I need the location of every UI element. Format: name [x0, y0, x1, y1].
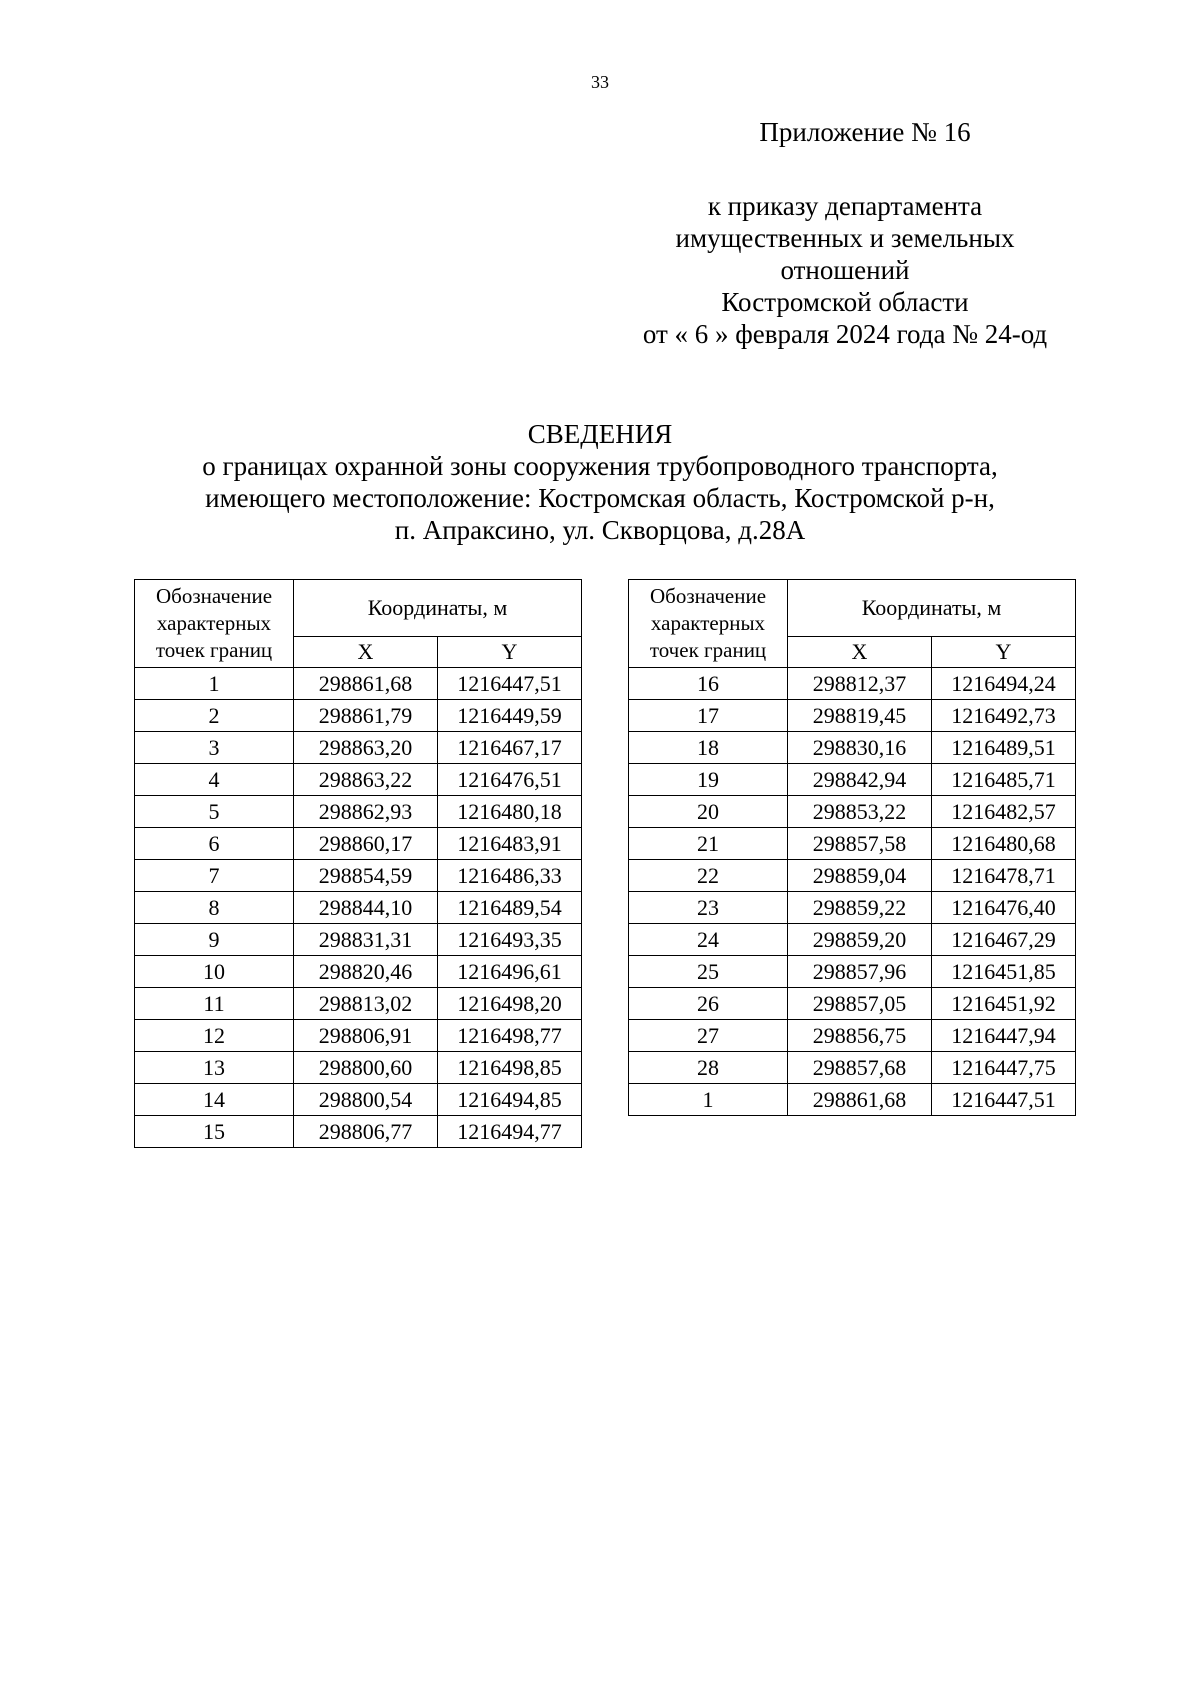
point-cell: 10: [135, 956, 294, 988]
y-cell: 1216467,17: [438, 732, 582, 764]
table-row: [629, 1020, 1076, 1052]
y-cell: 1216482,57: [932, 796, 1076, 828]
x-cell: 298861,79: [294, 700, 438, 732]
appendix-title: Приложение № 16: [759, 117, 971, 147]
point-header-line-3: точек границ: [155, 638, 273, 662]
point-cell: 25: [629, 956, 788, 988]
y-cell: 1216447,51: [438, 668, 582, 700]
table-row: [629, 796, 1076, 828]
x-cell: 298859,22: [788, 892, 932, 924]
point-header-line-3: точек границ: [649, 638, 767, 662]
y-cell: 1216486,33: [438, 860, 582, 892]
y-cell: 1216476,51: [438, 764, 582, 796]
left-table-body: [135, 668, 582, 1148]
y-cell: 1216467,29: [932, 924, 1076, 956]
y-cell: 1216493,35: [438, 924, 582, 956]
x-cell: 298857,96: [788, 956, 932, 988]
point-cell: 22: [629, 860, 788, 892]
point-cell: 24: [629, 924, 788, 956]
x-cell: 298859,04: [788, 860, 932, 892]
table-row: [135, 700, 582, 732]
y-cell: 1216494,24: [932, 668, 1076, 700]
x-cell: 298806,91: [294, 1020, 438, 1052]
y-cell: 1216494,77: [438, 1116, 582, 1148]
point-cell: 11: [135, 988, 294, 1020]
point-cell: 12: [135, 1020, 294, 1052]
document-heading: [0, 418, 1200, 546]
x-cell: 298820,46: [294, 956, 438, 988]
x-cell: 298800,54: [294, 1084, 438, 1116]
table-row: [135, 1020, 582, 1052]
table-row: [629, 764, 1076, 796]
y-column-header: Y: [932, 637, 1076, 668]
y-cell: 1216449,59: [438, 700, 582, 732]
x-column-header: X: [294, 637, 438, 668]
y-cell: 1216447,94: [932, 1020, 1076, 1052]
y-cell: 1216496,61: [438, 956, 582, 988]
point-cell: 16: [629, 668, 788, 700]
order-line-4: Костромской области: [721, 287, 969, 317]
table-row: [629, 668, 1076, 700]
y-cell: 1216498,77: [438, 1020, 582, 1052]
x-cell: 298857,58: [788, 828, 932, 860]
point-cell: 17: [629, 700, 788, 732]
y-cell: 1216483,91: [438, 828, 582, 860]
y-cell: 1216480,18: [438, 796, 582, 828]
table-row: [135, 1116, 582, 1148]
x-cell: 298844,10: [294, 892, 438, 924]
heading-line-3: п. Апраксино, ул. Скворцова, д.28А: [394, 515, 806, 545]
y-cell: 1216498,20: [438, 988, 582, 1020]
point-cell: 19: [629, 764, 788, 796]
y-cell: 1216476,40: [932, 892, 1076, 924]
right-table-body: [629, 668, 1076, 1116]
table-row: [135, 668, 582, 700]
point-cell: 26: [629, 988, 788, 1020]
point-cell: 4: [135, 764, 294, 796]
x-cell: 298842,94: [788, 764, 932, 796]
table-row: [135, 860, 582, 892]
x-cell: 298863,20: [294, 732, 438, 764]
table-row: [629, 860, 1076, 892]
point-header-line-2: характерных: [650, 611, 766, 635]
x-cell: 298830,16: [788, 732, 932, 764]
point-cell: 3: [135, 732, 294, 764]
x-cell: 298862,93: [294, 796, 438, 828]
table-row: [135, 956, 582, 988]
point-cell: 7: [135, 860, 294, 892]
order-reference: [580, 190, 1110, 350]
y-cell: 1216492,73: [932, 700, 1076, 732]
x-cell: 298831,31: [294, 924, 438, 956]
table-row: [135, 764, 582, 796]
table-row: [629, 732, 1076, 764]
heading-line-2: имеющего местоположение: Костромская область, Костромской р-н,: [205, 483, 995, 513]
y-cell: 1216489,51: [932, 732, 1076, 764]
point-column-header: [135, 580, 294, 668]
table-row: [629, 828, 1076, 860]
x-cell: 298863,22: [294, 764, 438, 796]
point-header-line-2: характерных: [156, 611, 272, 635]
point-cell: 8: [135, 892, 294, 924]
order-line-2: имущественных и земельных: [675, 223, 1015, 253]
y-cell: 1216498,85: [438, 1052, 582, 1084]
coords-column-header: Координаты, м: [294, 580, 582, 637]
y-cell: 1216447,75: [932, 1052, 1076, 1084]
coords-column-header: Координаты, м: [788, 580, 1076, 637]
table-row: [629, 924, 1076, 956]
x-cell: 298853,22: [788, 796, 932, 828]
table-row: [135, 1084, 582, 1116]
table-row: [135, 892, 582, 924]
point-cell: 27: [629, 1020, 788, 1052]
table-row: [629, 700, 1076, 732]
x-cell: 298857,05: [788, 988, 932, 1020]
x-cell: 298800,60: [294, 1052, 438, 1084]
point-cell: 5: [135, 796, 294, 828]
x-cell: 298806,77: [294, 1116, 438, 1148]
y-cell: 1216478,71: [932, 860, 1076, 892]
heading-title: СВЕДЕНИЯ: [527, 419, 673, 449]
y-cell: 1216451,92: [932, 988, 1076, 1020]
y-cell: 1216489,54: [438, 892, 582, 924]
table-row: [135, 924, 582, 956]
point-cell: 20: [629, 796, 788, 828]
table-row: [135, 732, 582, 764]
y-column-header: Y: [438, 637, 582, 668]
point-cell: 28: [629, 1052, 788, 1084]
table-row: [629, 988, 1076, 1020]
y-cell: 1216451,85: [932, 956, 1076, 988]
x-cell: 298856,75: [788, 1020, 932, 1052]
table-row: [629, 892, 1076, 924]
point-cell: 1: [629, 1084, 788, 1116]
table-row: [629, 956, 1076, 988]
point-cell: 6: [135, 828, 294, 860]
order-line-1: к приказу департамента: [707, 191, 983, 221]
point-header-line-1: Обозначение: [649, 584, 767, 608]
x-cell: 298813,02: [294, 988, 438, 1020]
point-cell: 18: [629, 732, 788, 764]
point-cell: 9: [135, 924, 294, 956]
point-cell: 23: [629, 892, 788, 924]
x-cell: 298860,17: [294, 828, 438, 860]
point-header-line-1: Обозначение: [155, 584, 273, 608]
point-cell: 1: [135, 668, 294, 700]
y-cell: 1216447,51: [932, 1084, 1076, 1116]
x-cell: 298854,59: [294, 860, 438, 892]
point-cell: 21: [629, 828, 788, 860]
table-row: [135, 988, 582, 1020]
x-cell: 298861,68: [294, 668, 438, 700]
x-cell: 298857,68: [788, 1052, 932, 1084]
order-line-3: отношений: [780, 255, 910, 285]
y-cell: 1216485,71: [932, 764, 1076, 796]
point-cell: 2: [135, 700, 294, 732]
heading-line-1: о границах охранной зоны сооружения трубопроводного транспорта,: [202, 451, 998, 481]
table-row: [135, 796, 582, 828]
y-cell: 1216480,68: [932, 828, 1076, 860]
coordinates-table-right: [628, 579, 1076, 1116]
x-cell: 298819,45: [788, 700, 932, 732]
order-line-5: от « 6 » февраля 2024 года № 24-од: [642, 319, 1048, 349]
coordinates-table-left: [134, 579, 582, 1148]
page-number: 33: [591, 72, 609, 92]
x-cell: 298812,37: [788, 668, 932, 700]
table-row: [629, 1084, 1076, 1116]
point-cell: 14: [135, 1084, 294, 1116]
y-cell: 1216494,85: [438, 1084, 582, 1116]
x-cell: 298861,68: [788, 1084, 932, 1116]
point-cell: 13: [135, 1052, 294, 1084]
point-cell: 15: [135, 1116, 294, 1148]
x-column-header: X: [788, 637, 932, 668]
table-row: [135, 1052, 582, 1084]
table-row: [629, 1052, 1076, 1084]
table-row: [135, 828, 582, 860]
x-cell: 298859,20: [788, 924, 932, 956]
point-column-header: [629, 580, 788, 668]
